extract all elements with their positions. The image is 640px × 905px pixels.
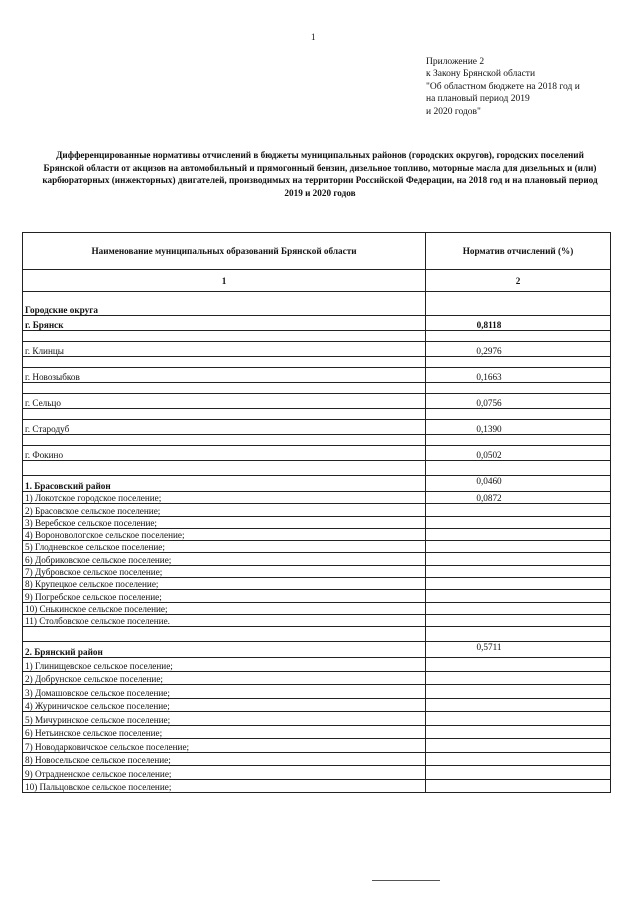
city-row <box>23 420 611 435</box>
appendix-line: "Об областном бюджете на 2018 год и <box>426 81 580 92</box>
row-name: 6) Нетьинское сельское поселение; <box>23 725 426 739</box>
row-value <box>426 685 611 699</box>
row-name: 1. Брасовский район <box>23 476 426 492</box>
spacer-row <box>23 331 611 342</box>
row-value <box>426 528 611 540</box>
settlement-row <box>23 541 611 553</box>
empty-cell <box>426 331 611 342</box>
city-row <box>23 394 611 409</box>
appendix-line: Приложение 2 <box>426 57 485 67</box>
row-value <box>426 739 611 753</box>
appendix-line: на плановый период 2019 <box>426 94 530 105</box>
empty-cell <box>23 461 426 476</box>
city-row <box>23 316 611 331</box>
row-name: 2. Брянский район <box>23 642 426 658</box>
settlement-row <box>23 739 611 753</box>
settlement-row <box>23 516 611 528</box>
row-name: г. Клинцы <box>23 342 426 357</box>
row-name: 3) Веребское сельское поселение; <box>23 516 426 528</box>
settlement-row <box>23 725 611 739</box>
spacer-row <box>23 383 611 394</box>
settlement-row <box>23 752 611 766</box>
row-value <box>426 712 611 726</box>
row-value <box>426 602 611 614</box>
row-name: 7) Новодарковичское сельское поселение; <box>23 739 426 753</box>
settlement-row <box>23 658 611 672</box>
row-name: 2) Добрунское сельское поселение; <box>23 671 426 685</box>
settlement-row <box>23 614 611 626</box>
row-value: 0,8118 <box>426 316 611 331</box>
city-row <box>23 446 611 461</box>
row-value <box>426 553 611 565</box>
column-header-norm: Норматив отчислений (%) <box>426 233 611 270</box>
row-name: 4) Журиничское сельское поселение; <box>23 698 426 712</box>
row-value <box>426 590 611 602</box>
empty-cell <box>23 331 426 342</box>
empty-cell <box>426 461 611 476</box>
settlement-row <box>23 504 611 516</box>
table-header-row <box>23 233 611 270</box>
empty-cell <box>426 435 611 446</box>
appendix-line: к Закону Брянской области <box>426 69 536 80</box>
settlement-row <box>23 698 611 712</box>
row-value <box>426 698 611 712</box>
empty-cell <box>23 357 426 368</box>
row-value: 0,1390 <box>426 420 611 435</box>
row-value <box>426 578 611 590</box>
district-row <box>23 476 611 492</box>
empty-cell <box>23 409 426 420</box>
row-name: 1) Глинищевское сельское поселение; <box>23 658 426 672</box>
row-value <box>426 658 611 672</box>
row-name: г. Фокино <box>23 446 426 461</box>
row-name: 8) Новосельское сельское поселение; <box>23 752 426 766</box>
row-name: 4) Вороновологское сельское поселение; <box>23 528 426 540</box>
row-value: 0,0756 <box>426 394 611 409</box>
row-value <box>426 779 611 793</box>
settlement-row <box>23 602 611 614</box>
spacer-row <box>23 409 611 420</box>
empty-cell <box>426 292 611 316</box>
spacer-row <box>23 627 611 642</box>
spacer-row <box>23 435 611 446</box>
row-value <box>426 614 611 626</box>
row-value: 0,5711 <box>426 642 611 658</box>
settlement-row <box>23 671 611 685</box>
spacer-row <box>23 357 611 368</box>
row-value <box>426 752 611 766</box>
footer-line <box>372 880 440 881</box>
row-name: 7) Дубровское сельское поселение; <box>23 565 426 577</box>
row-name: г. Новозыбков <box>23 368 426 383</box>
row-name: 6) Добриковское сельское поселение; <box>23 553 426 565</box>
settlement-row <box>23 565 611 577</box>
row-name: 8) Крупецкое сельское поселение; <box>23 578 426 590</box>
row-value: 0,2976 <box>426 342 611 357</box>
city-row <box>23 342 611 357</box>
row-value: 0,0460 <box>426 476 611 492</box>
settlement-row <box>23 590 611 602</box>
row-value <box>426 565 611 577</box>
row-name: 10) Снькинское сельское поселение; <box>23 602 426 614</box>
empty-cell <box>23 435 426 446</box>
column-number: 1 <box>23 270 426 292</box>
row-name: 9) Погребское сельское поселение; <box>23 590 426 602</box>
row-value <box>426 671 611 685</box>
settlement-row <box>23 779 611 793</box>
district-row <box>23 642 611 658</box>
settlement-row <box>23 553 611 565</box>
row-value <box>426 504 611 516</box>
settlement-row <box>23 766 611 780</box>
section-row <box>23 292 611 316</box>
column-number-row <box>23 270 611 292</box>
row-name: 10) Пальцовское сельское поселение; <box>23 779 426 793</box>
section-label: Городские округа <box>23 292 426 316</box>
appendix-line: и 2020 годов" <box>426 106 481 117</box>
row-name: г. Брянск <box>23 316 426 331</box>
row-name: 5) Глодневское сельское поселение; <box>23 541 426 553</box>
page-number: 1 <box>311 32 316 42</box>
empty-cell <box>426 383 611 394</box>
column-header-name: Наименование муниципальных образований Брянской области <box>23 233 426 270</box>
row-name: 9) Отрадненское сельское поселение; <box>23 766 426 780</box>
settlement-row <box>23 685 611 699</box>
row-name: 11) Столбовское сельское поселение. <box>23 614 426 626</box>
row-name: г. Сельцо <box>23 394 426 409</box>
empty-cell <box>426 357 611 368</box>
row-value <box>426 541 611 553</box>
row-value: 0,0502 <box>426 446 611 461</box>
appendix-note <box>426 56 580 118</box>
settlement-row <box>23 712 611 726</box>
row-value: 0,1663 <box>426 368 611 383</box>
row-name: 5) Мичуринское сельское поселение; <box>23 712 426 726</box>
document-title: Дифференцированные нормативы отчислений в бюджеты муниципальных районов (городских округов), городских поселений Брянской области от акцизов на автомобильный и прямогонный бензин, дизельное топливо, моторные масла для дизельных и (или) карбюраторных (инжекторных) двигателей, производимых на территории Российской Федерации, на 2018 год и на плановый период 2019 и 2020 годов <box>42 150 598 198</box>
column-number: 2 <box>426 270 611 292</box>
empty-cell <box>426 409 611 420</box>
row-value <box>426 766 611 780</box>
settlement-row <box>23 578 611 590</box>
empty-cell <box>23 383 426 394</box>
spacer-row <box>23 461 611 476</box>
row-value <box>426 516 611 528</box>
settlement-row <box>23 492 611 504</box>
row-name: г. Стародуб <box>23 420 426 435</box>
norms-table <box>22 232 611 793</box>
empty-cell <box>426 627 611 642</box>
row-name: 2) Брасовское сельское поселение; <box>23 504 426 516</box>
row-value: 0,0872 <box>426 492 611 504</box>
row-name: 3) Домашовское сельское поселение; <box>23 685 426 699</box>
row-value <box>426 725 611 739</box>
empty-cell <box>23 627 426 642</box>
city-row <box>23 368 611 383</box>
settlement-row <box>23 528 611 540</box>
row-name: 1) Локотское городское поселение; <box>23 492 426 504</box>
